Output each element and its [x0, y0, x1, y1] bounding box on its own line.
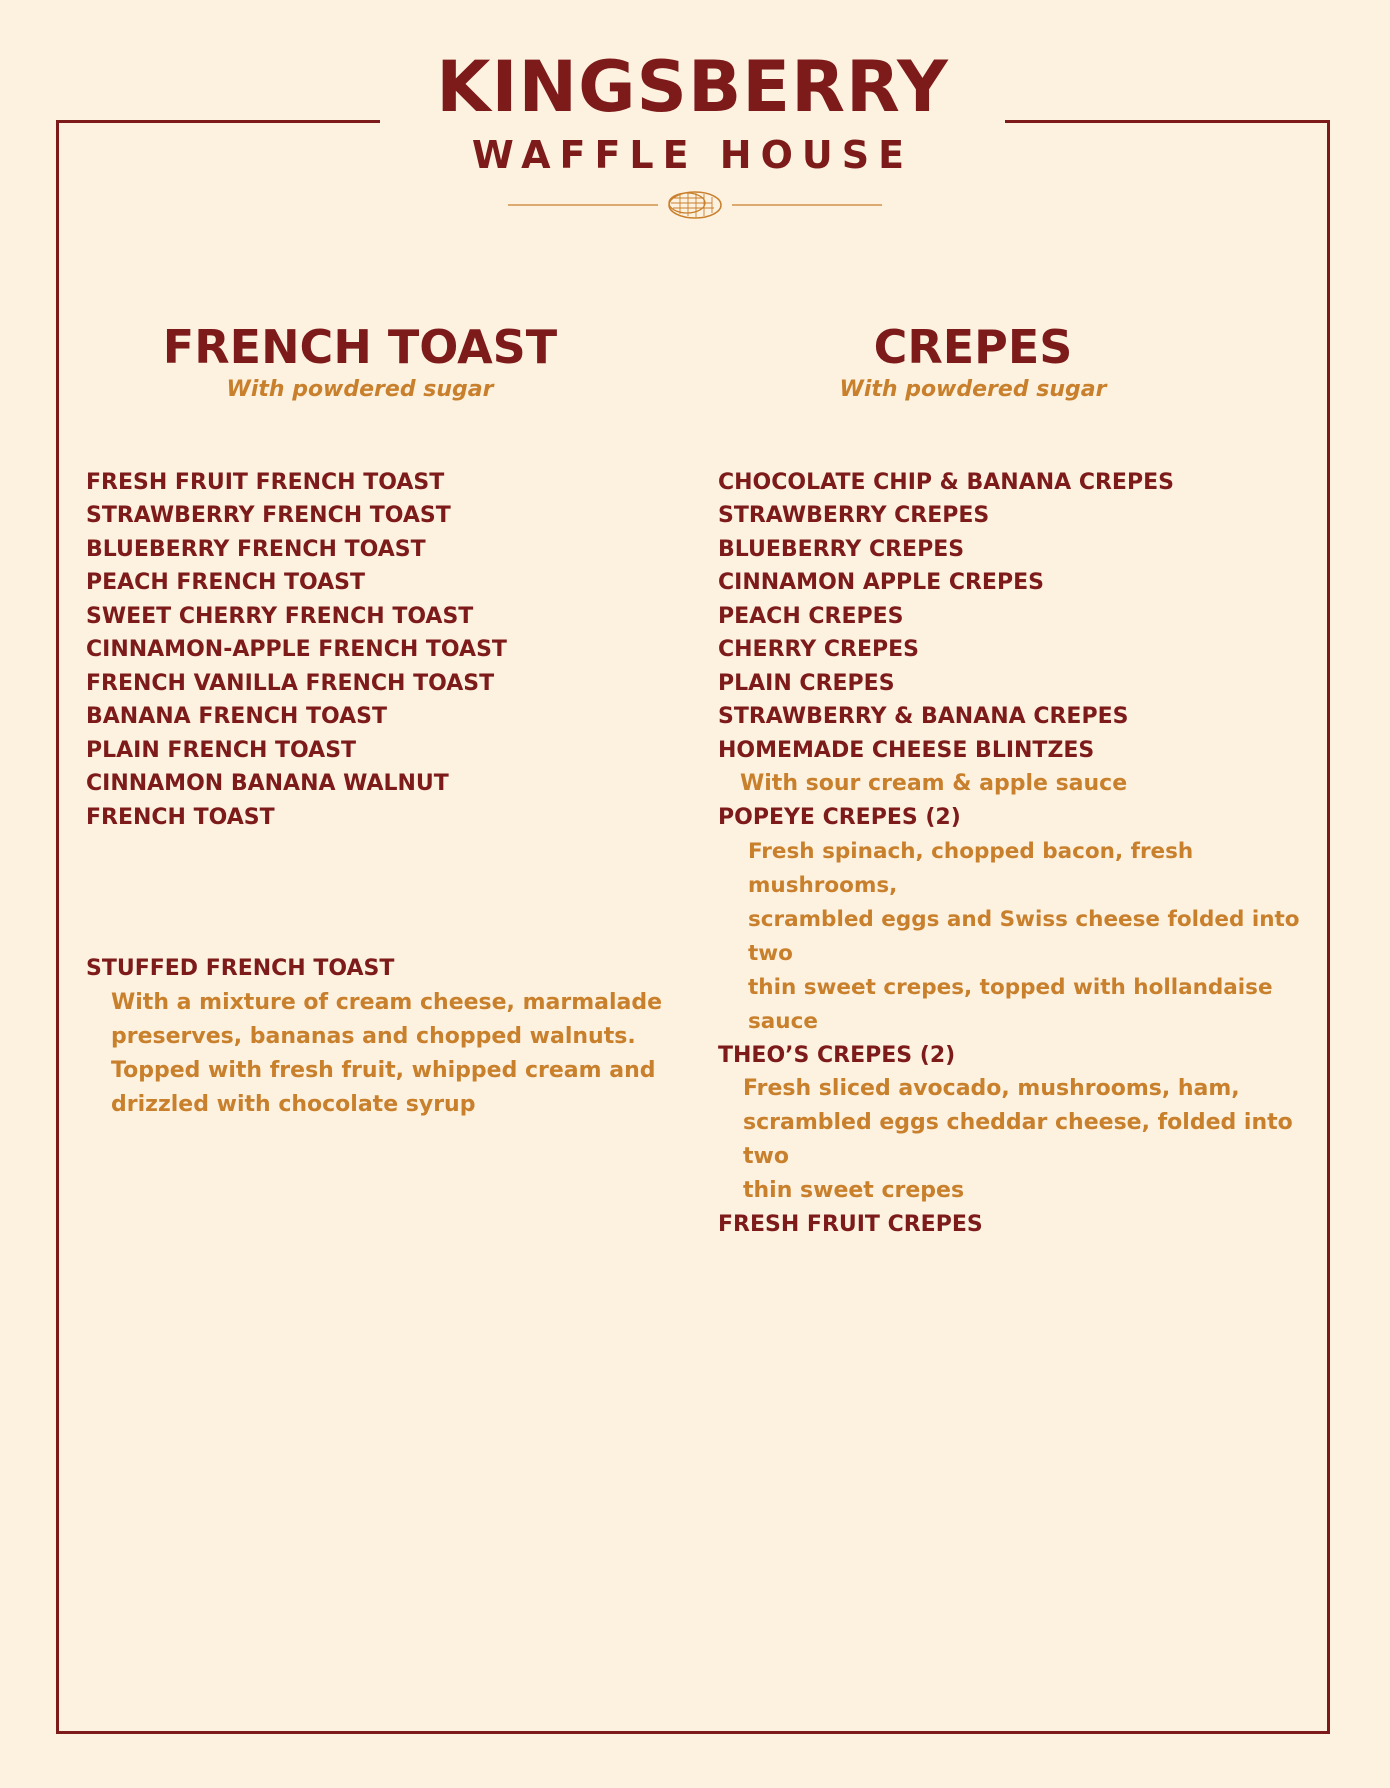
- french-toast-section: [86, 322, 646, 850]
- menu-item: CHERRY CREPES: [718, 637, 919, 663]
- stuffed-french-toast-description: With a mixture of cream cheese, marmalade preserves, bananas and chopped walnuts. Topped with fresh fruit, whipped cream and drizzled with chocolate syrup: [111, 989, 663, 1117]
- menu-item: PEACH FRENCH TOAST: [86, 570, 366, 596]
- theos-crepes-name: THEO’S CREPES (2): [718, 1042, 956, 1068]
- menu-item: BANANA FRENCH TOAST: [86, 704, 387, 730]
- crepes-section: [718, 322, 1308, 1258]
- menu-item: HOMEMADE CHEESE BLINTZES: [718, 737, 1095, 763]
- menu-item: CINNAMON BANANA WALNUT: [86, 771, 449, 797]
- menu-item: CHOCOLATE CHIP & BANANA CREPES: [718, 469, 1174, 495]
- fresh-fruit-crepes: FRESH FRUIT CREPES: [718, 1212, 983, 1238]
- menu-item: FRENCH TOAST: [86, 804, 275, 830]
- menu-item: CINNAMON APPLE CREPES: [718, 570, 1044, 596]
- menu-item: STRAWBERRY CREPES: [718, 503, 990, 529]
- crepes-subtitle: With powdered sugar: [839, 376, 1107, 402]
- brand-title: KINGSBERRY: [436, 46, 949, 128]
- crepes-title: CREPES: [873, 320, 1073, 374]
- menu-item: FRENCH VANILLA FRENCH TOAST: [86, 670, 495, 696]
- french-toast-subtitle: With powdered sugar: [226, 376, 494, 402]
- menu-item: CINNAMON-APPLE FRENCH TOAST: [86, 637, 507, 663]
- brand-subtitle: WAFFLE HOUSE: [471, 133, 914, 177]
- popeye-crepes-name: POPEYE CREPES (2): [718, 805, 961, 831]
- menu-item: STRAWBERRY & BANANA CREPES: [718, 704, 1129, 730]
- popeye-crepes-description: Fresh spinach, chopped bacon, fresh mushrooms, scrambled eggs and Swiss cheese folded into two thin sweet crepes, topped with hollandaise sauce: [748, 838, 1300, 1034]
- theos-crepes-description: Fresh sliced avocado, mushrooms, ham, scrambled eggs cheddar cheese, folded into two thin sweet crepes: [743, 1076, 1293, 1204]
- blintzes-description: With sour cream & apple sauce: [740, 771, 1128, 797]
- french-toast-title: FRENCH TOAST: [162, 320, 558, 374]
- stuffed-french-toast: [86, 952, 686, 1122]
- menu-item: PEACH CREPES: [718, 603, 904, 629]
- menu-item: SWEET CHERRY FRENCH TOAST: [86, 603, 474, 629]
- stuffed-french-toast-name: STUFFED FRENCH TOAST: [86, 956, 395, 981]
- logo: [380, 46, 1005, 177]
- menu-item: BLUEBERRY FRENCH TOAST: [86, 536, 426, 562]
- menu-item: FRESH FRUIT FRENCH TOAST: [86, 469, 445, 495]
- menu-item: PLAIN CREPES: [718, 670, 895, 696]
- menu-item: STRAWBERRY FRENCH TOAST: [86, 503, 451, 529]
- french-toast-list: [86, 466, 646, 835]
- menu-item: PLAIN FRENCH TOAST: [86, 737, 357, 763]
- waffle-icon: [508, 188, 882, 222]
- menu-item: BLUEBERRY CREPES: [718, 536, 965, 562]
- crepes-list: [718, 466, 1308, 1242]
